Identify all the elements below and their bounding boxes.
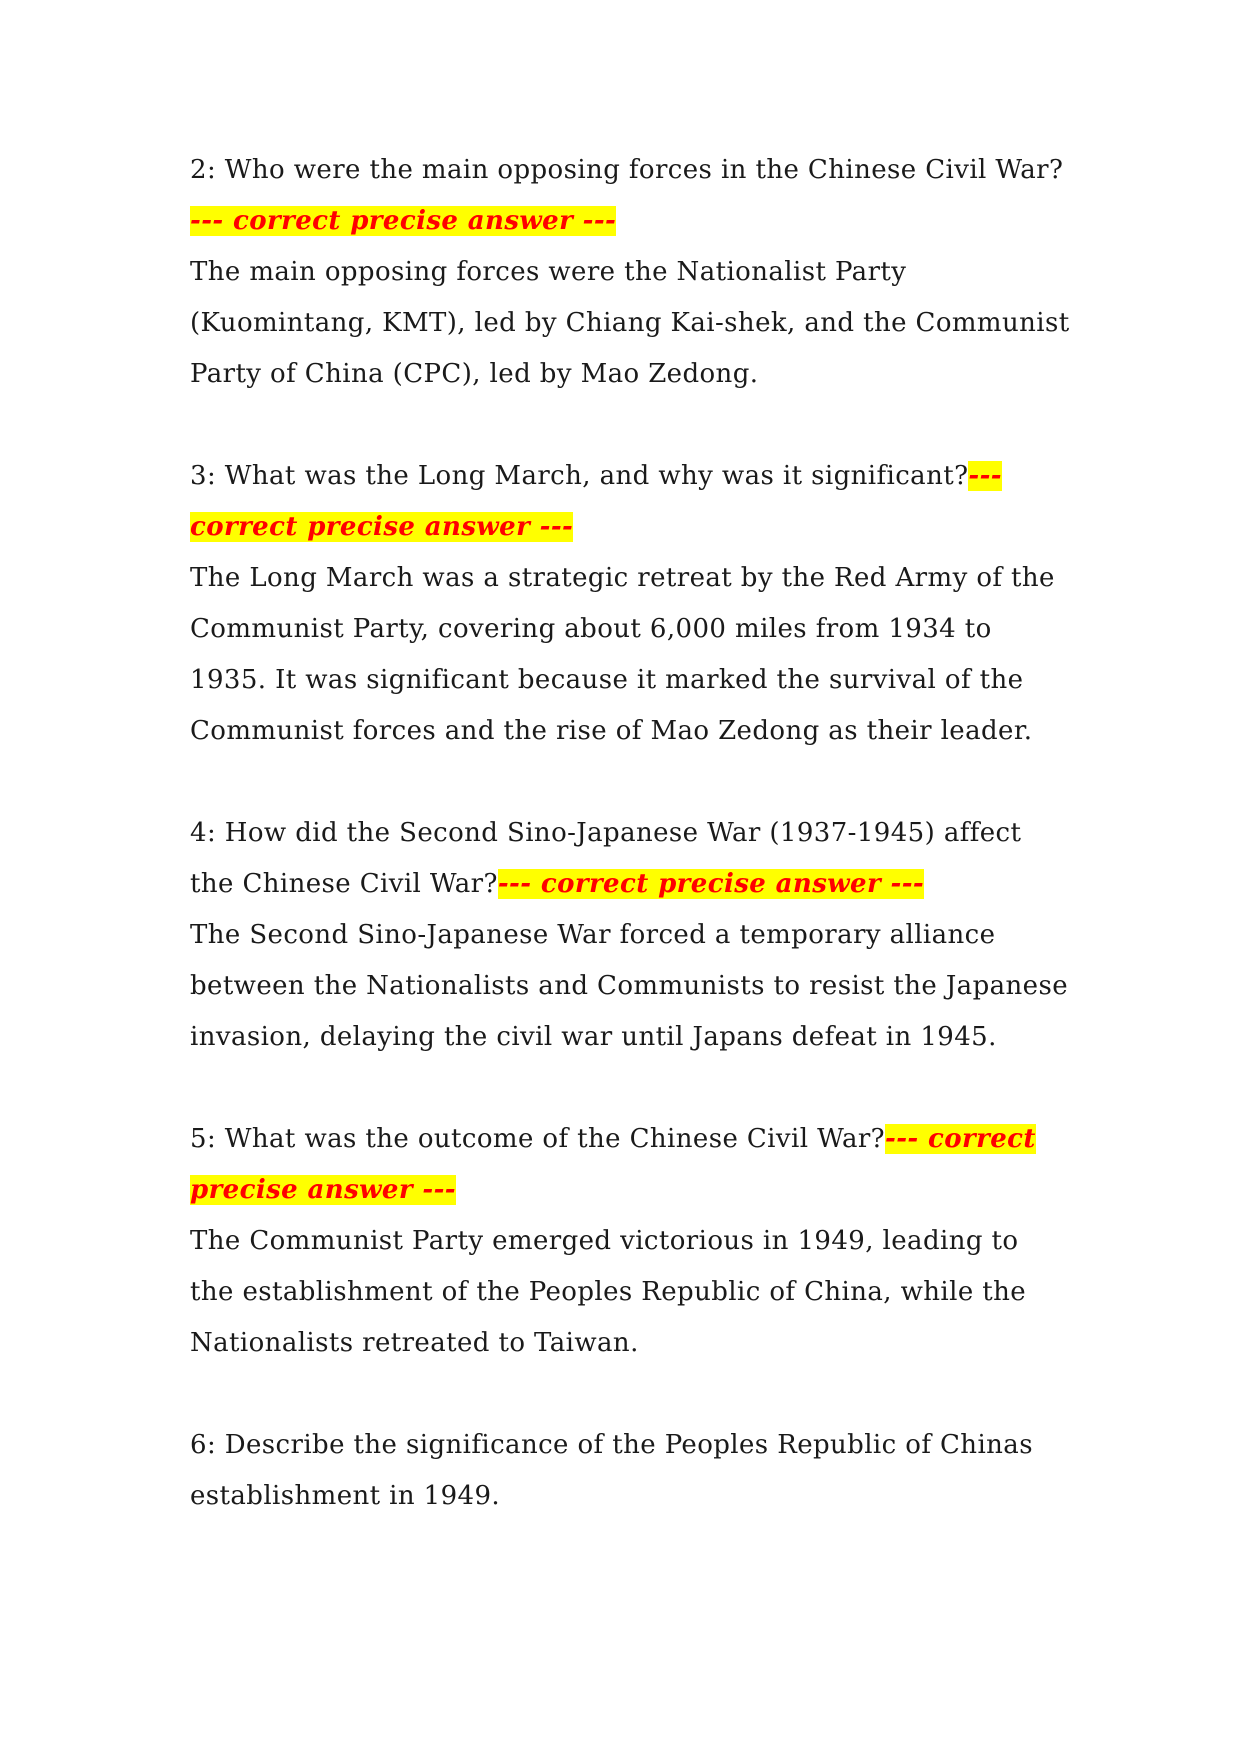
document-page — [190, 145, 1070, 1573]
answer-marker: --- correct precise answer --- — [190, 461, 1002, 542]
question-text — [190, 808, 1070, 910]
question-text — [190, 145, 1070, 247]
qa-item-5 — [190, 1114, 1070, 1369]
question-label: 2: Who were the main opposing forces in the Chinese Civil War? — [190, 155, 1064, 185]
question-label: 4: How did the Second Sino-Japanese War (1937-1945) affect the Chinese Civil War? — [190, 818, 1022, 899]
question-text — [190, 451, 1070, 553]
question-text — [190, 1420, 1070, 1522]
answer-marker: --- correct precise answer --- — [190, 206, 617, 236]
question-label: 6: Describe the significance of the Peoples Republic of Chinas establishment in 1949. — [190, 1430, 1033, 1511]
question-text — [190, 1114, 1070, 1216]
qa-item-3 — [190, 451, 1070, 757]
question-label: 5: What was the outcome of the Chinese Civil War? — [190, 1124, 886, 1154]
answer-marker: --- correct precise answer --- — [497, 869, 925, 899]
answer-text: The Second Sino-Japanese War forced a temporary alliance between the Nationalists and Communists to resist the Japanese invasion, delaying the civil war until Japans defeat in 1945. — [190, 920, 1068, 1052]
qa-item-4 — [190, 808, 1070, 1063]
qa-item-6 — [190, 1420, 1070, 1522]
answer-text: The main opposing forces were the Nationalist Party (Kuomintang, KMT), led by Chiang Kai-shek, and the Communist Party of China (CPC), led by Mao Zedong. — [190, 257, 1070, 389]
answer-text: The Communist Party emerged victorious in 1949, leading to the establishment of the Peoples Republic of China, while the Nationalists retreated to Taiwan. — [190, 1226, 1027, 1358]
answer-text: The Long March was a strategic retreat by the Red Army of the Communist Party, covering about 6,000 miles from 1934 to 1935. It was significant because it marked the survival of the Communist forces and the rise of Mao Zedong as their leader. — [190, 563, 1055, 746]
qa-item-2 — [190, 145, 1070, 400]
answer-marker: --- correct precise answer --- — [190, 1124, 1036, 1205]
question-label: 3: What was the Long March, and why was it significant? — [190, 461, 969, 491]
